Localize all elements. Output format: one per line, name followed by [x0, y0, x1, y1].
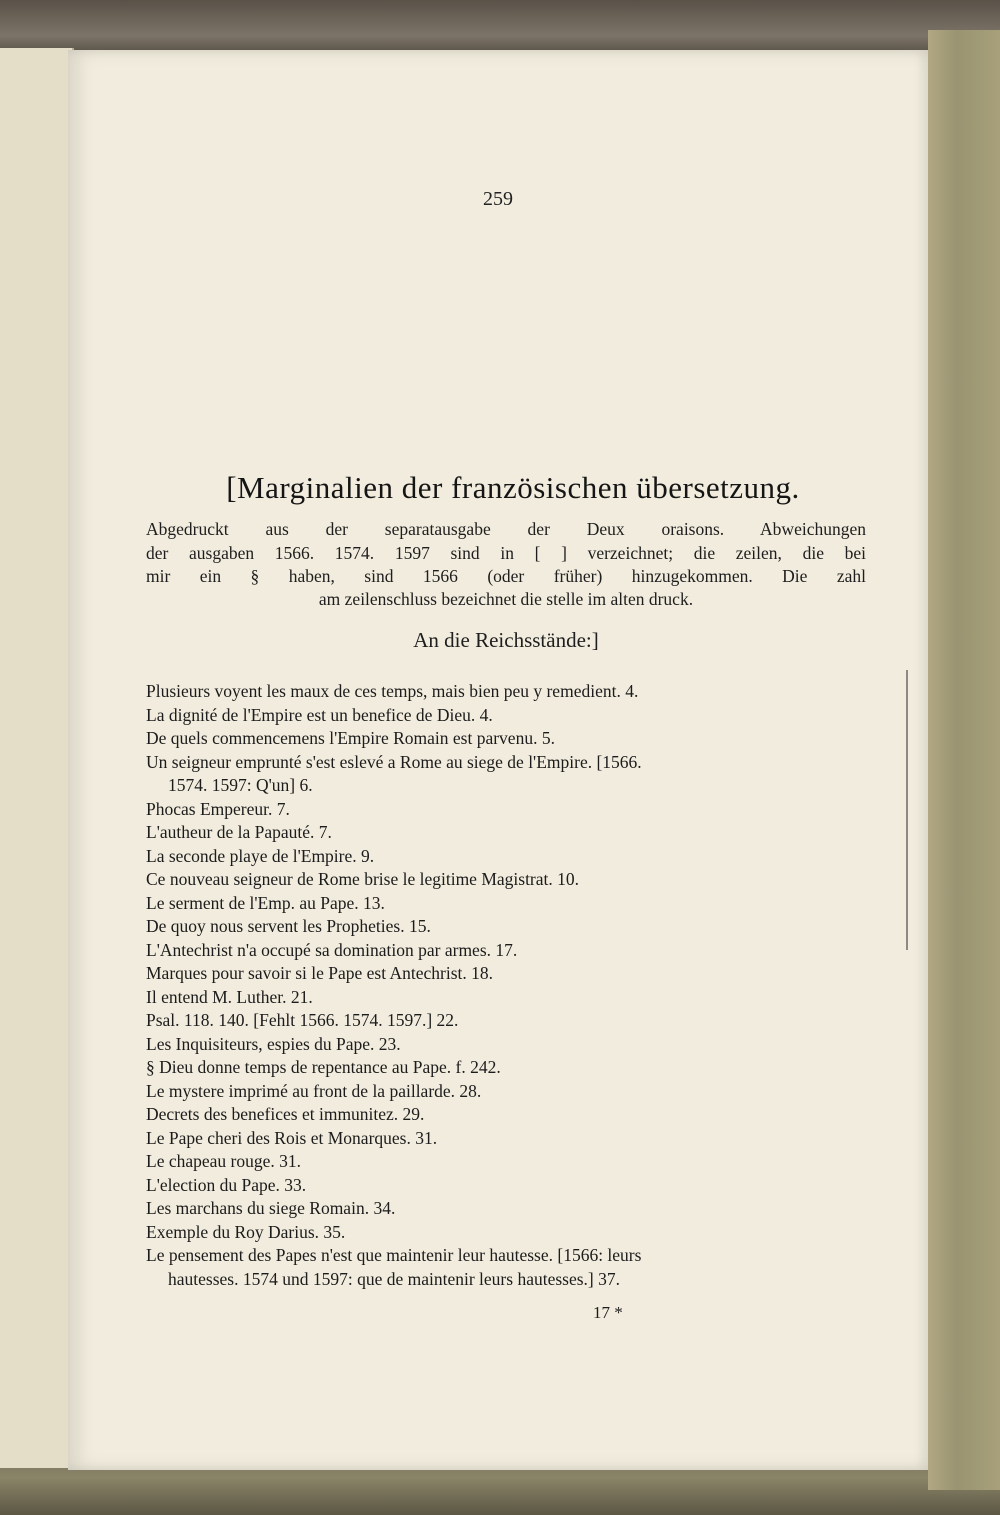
list-item: L'Antechrist n'a occupé sa domination par armes. 17. — [146, 939, 518, 960]
list-item: Marques pour savoir si le Pape est Antechrist. 18. — [146, 963, 494, 983]
list-item: De quels commencemens l'Empire Romain est parvenu. 5. — [146, 728, 555, 748]
list-item: Les Inquisiteurs, espies du Pape. 23. — [146, 1033, 401, 1054]
signature-mark: 17 * — [593, 1303, 623, 1322]
margin-mark — [906, 670, 908, 950]
list-item: Le chapeau rouge. 31. — [146, 1151, 301, 1171]
list-item: Le mystere imprimé au front de la paillarde. 28. — [146, 1080, 482, 1101]
facing-page-edge — [0, 48, 74, 1468]
book-page — [68, 50, 928, 1470]
list-item: Il entend M. Luther. 21. — [146, 986, 313, 1007]
list-item: Le pensement des Papes n'est que maintenir leur hautesse. [1566: leurs — [146, 1245, 642, 1265]
list-item: Le Pape cheri des Rois et Monarques. 31. — [146, 1127, 438, 1148]
list-item: Un seigneur emprunté s'est eslevé a Rome au siege de l'Empire. [1566. — [146, 751, 642, 772]
intro-line: mir ein § haben, sind 1566 (oder früher) hinzugekommen. Die zahl — [146, 566, 866, 586]
list-item: L'election du Pape. 33. — [146, 1174, 307, 1195]
list-item: Phocas Empereur. 7. — [146, 798, 290, 819]
marginalia-list — [146, 680, 866, 1291]
intro-line-last: am zeilenschluss bezeichnet die stelle im alten druck. — [318, 589, 694, 609]
list-item: La seconde playe de l'Empire. 9. — [146, 845, 375, 866]
intro-line: Abgedruckt aus der separatausgabe der Deux oraisons. Abweichungen — [146, 519, 866, 539]
list-item: Plusieurs voyent les maux de ces temps, mais bien peu y remedient. 4. — [146, 681, 639, 701]
subheading: An die Reichsstände:] — [413, 628, 599, 652]
list-item: Decrets des benefices et immunitez. 29. — [146, 1104, 425, 1124]
intro-line: der ausgaben 1566. 1574. 1597 sind in [ ] verzeichnet; die zeilen, die bei — [146, 542, 866, 563]
list-item: Psal. 118. 140. [Fehlt 1566. 1574. 1597.] 22. — [146, 1010, 459, 1030]
intro-paragraph — [146, 518, 866, 589]
list-item: Les marchans du siege Romain. 34. — [146, 1198, 396, 1218]
list-item: § Dieu donne temps de repentance au Pape. f. 242. — [146, 1057, 501, 1077]
list-item: La dignité de l'Empire est un benefice de Dieu. 4. — [146, 704, 493, 725]
page-number: 259 — [483, 188, 513, 210]
section-heading: [Marginalien der französischen übersetzung. — [226, 470, 800, 505]
list-item-continuation: 1574. 1597: Q'un] 6. — [168, 775, 313, 795]
list-item: Exemple du Roy Darius. 35. — [146, 1221, 346, 1242]
list-item: L'autheur de la Papauté. 7. — [146, 822, 332, 842]
list-item: De quoy nous servent les Propheties. 15. — [146, 916, 431, 936]
list-item: Le serment de l'Emp. au Pape. 13. — [146, 892, 385, 913]
book-board-right — [928, 30, 1000, 1490]
list-item-continuation: hautesses. 1574 und 1597: que de maintenir leurs hautesses.] 37. — [168, 1268, 620, 1289]
list-item: Ce nouveau seigneur de Rome brise le legitime Magistrat. 10. — [146, 869, 580, 889]
